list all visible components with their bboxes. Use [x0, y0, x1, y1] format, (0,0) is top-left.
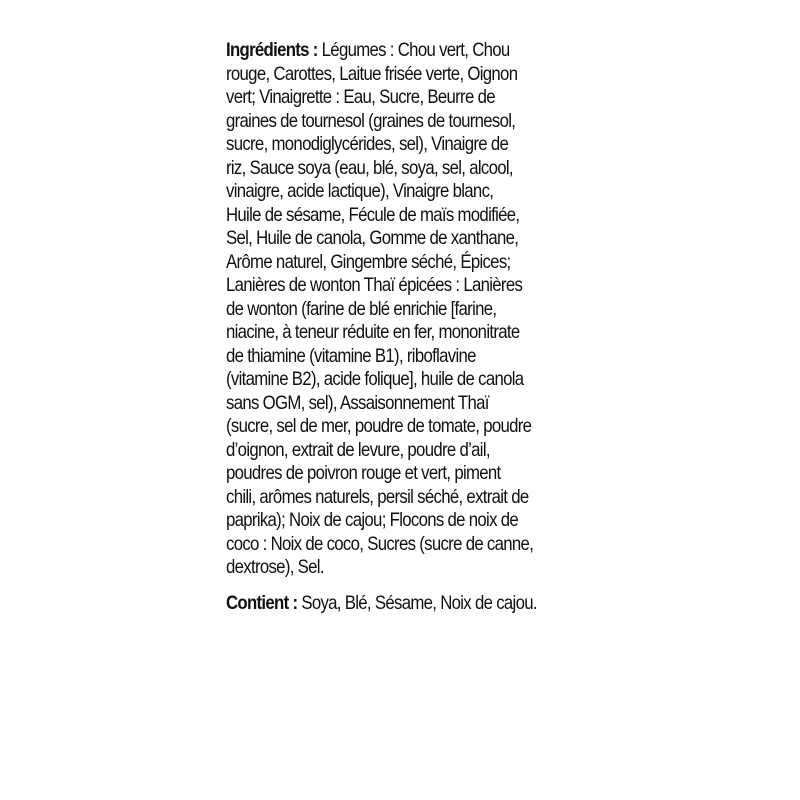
section-gap — [226, 580, 536, 592]
ingredients-line: dextrose), Sel. — [226, 556, 324, 578]
ingredients-line: Huile de sésame, Fécule de maïs modifiée, — [226, 203, 520, 226]
ingredients-line: sans OGM, sel), Assaisonnement Thaï — [226, 391, 489, 414]
ingredients-line: de thiamine (vitamine B1), riboflavine — [226, 344, 476, 367]
ingredients-line: chili, arômes naturels, persil séché, extrait de — [226, 485, 529, 508]
ingredients-line: paprika); Noix de cajou; Flocons de noix de — [226, 509, 519, 531]
ingredients-line: vert; Vinaigrette : Eau, Sucre, Beurre de — [226, 86, 495, 108]
ingredients-line: (vitamine B2), acide folique], huile de canola — [226, 368, 524, 390]
ingredients-line: (sucre, sel de mer, poudre de tomate, poudre — [226, 415, 532, 437]
ingredients-line: Arôme naturel, Gingembre séché, Épices; — [226, 250, 511, 273]
ingredients-line: coco : Noix de coco, Sucres (sucre de canne, — [226, 532, 534, 555]
ingredients-first-line-text: Légumes : Chou vert, Chou — [317, 39, 510, 61]
ingredients-first-line — [226, 39, 536, 63]
ingredient-label — [226, 39, 536, 615]
ingredients-line: riz, Sauce soya (eau, blé, soya, sel, alcool, — [226, 156, 513, 179]
ingredients-line: de wonton (farine de blé enrichie [farine, — [226, 297, 497, 320]
ingredients-line: niacine, à teneur réduite en fer, mononitrate — [226, 321, 520, 343]
ingredients-line: d’oignon, extrait de levure, poudre d’ail, — [226, 438, 490, 461]
contains-heading: Contient : — [226, 591, 298, 614]
ingredients-line: graines de tournesol (graines de tournesol, — [226, 109, 516, 132]
ingredients-line: sucre, monodiglycérides, sel), Vinaigre de — [226, 133, 509, 155]
ingredients-line: Lanières de wonton Thaï épicées : Lanières — [226, 274, 523, 296]
ingredients-line: rouge, Carottes, Laitue frisée verte, Oignon — [226, 62, 518, 85]
ingredients-line: poudres de poivron rouge et vert, piment — [226, 462, 501, 484]
ingredients-line: vinaigre, acide lactique), Vinaigre blanc, — [226, 180, 494, 202]
contains-text: Soya, Blé, Sésame, Noix de cajou. — [297, 591, 537, 614]
contains-line — [226, 592, 536, 616]
ingredients-heading: Ingrédients : — [226, 39, 318, 61]
ingredients-line: Sel, Huile de canola, Gomme de xanthane, — [226, 227, 519, 249]
